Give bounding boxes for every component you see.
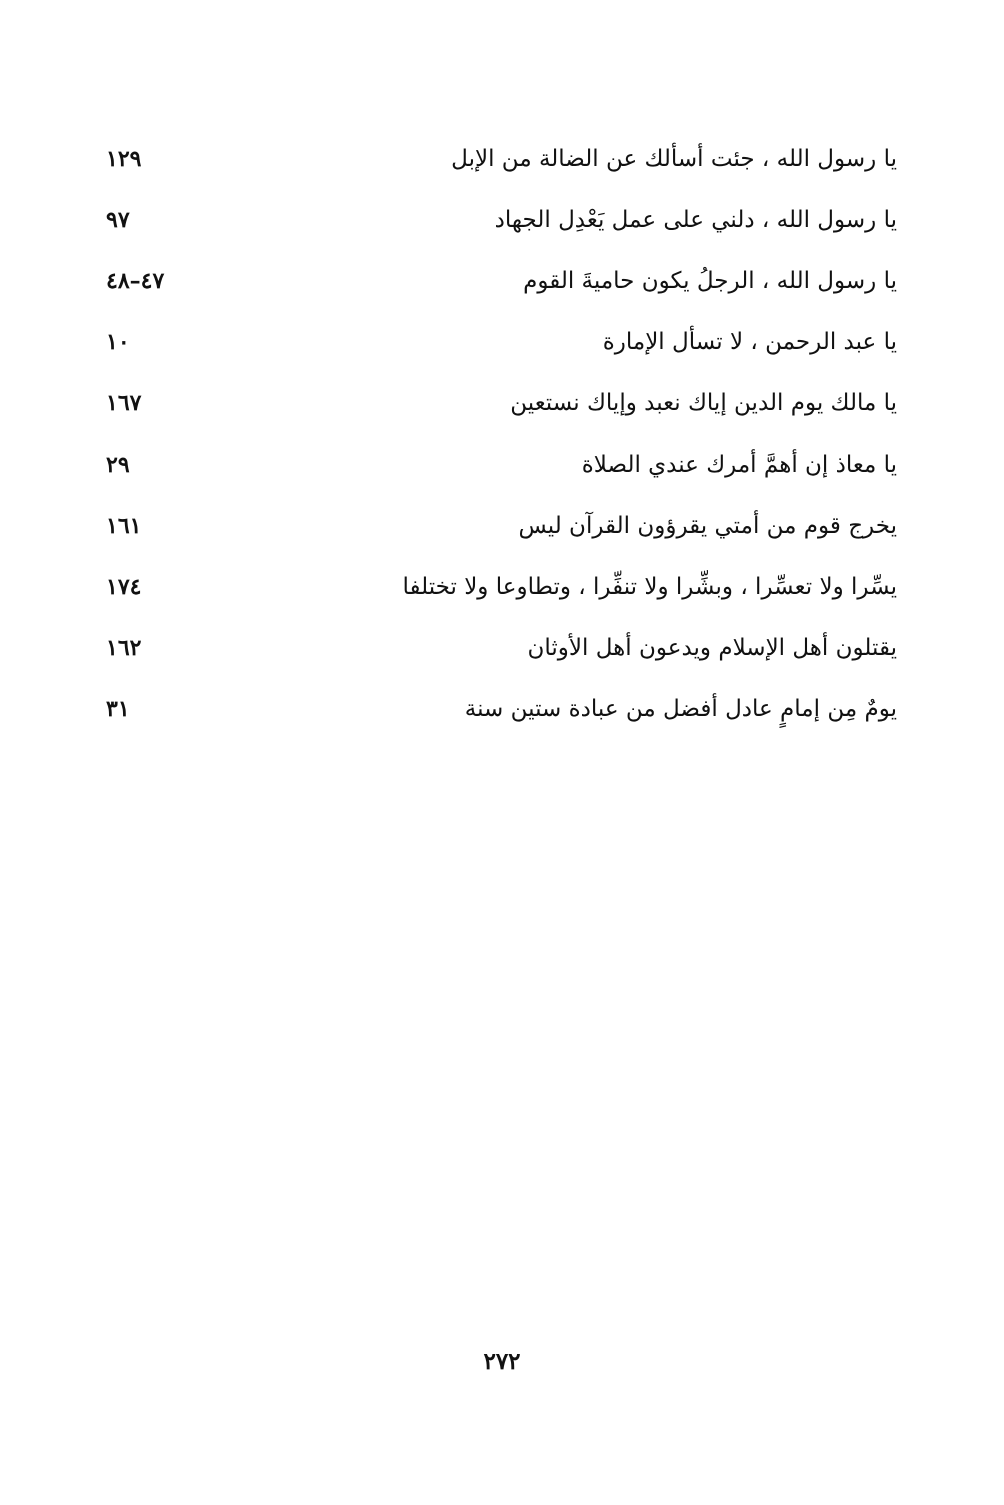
entry-phrase: يخرج قوم من أمتي يقرؤون القرآن ليس [518,512,897,539]
index-entry [100,312,897,373]
entry-page-ref: ١٠ [106,329,130,356]
entry-page-ref: ١٦٧ [106,390,142,417]
index-entry [100,373,897,434]
entry-phrase: يسِّرا ولا تعسِّرا ، وبشِّرا ولا تنفِّرا ، وتطاوعا ولا تختلفا [402,573,897,600]
index-entry [100,618,897,679]
entry-phrase: يومٌ مِن إمامٍ عادل أفضل من عبادة ستين سنة [464,696,897,723]
index-entry [100,556,897,617]
entry-page-ref: ٣١ [106,696,130,723]
entry-phrase: يا رسول الله ، جئت أسألك عن الضالة من الإبل [451,145,897,172]
index-entry [100,434,897,495]
entry-phrase: يا معاذ إن أهمَّ أمرك عندي الصلاة [581,451,897,478]
entry-phrase: يا عبد الرحمن ، لا تسأل الإمارة [602,329,897,356]
hadith-index-list [100,128,897,740]
index-entry [100,679,897,740]
entry-phrase: يا رسول الله ، دلني على عمل يَعْدِل الجهاد [494,206,897,233]
entry-phrase: يا رسول الله ، الرجلُ يكون حاميةَ القوم [523,267,897,294]
page-number: ٢٧٢ [483,1348,521,1375]
index-entry [100,250,897,311]
entry-page-ref: ١٧٤ [106,573,142,600]
entry-page-ref: ١٦١ [106,512,142,539]
entry-page-ref: ٢٩ [106,451,130,478]
entry-page-ref: ٩٧ [106,206,130,233]
entry-page-ref: ٤٧–٤٨ [106,267,165,294]
entry-phrase: يقتلون أهل الإسلام ويدعون أهل الأوثان [527,635,897,662]
index-entry [100,128,897,189]
entry-phrase: يا مالك يوم الدين إياك نعبد وإياك نستعين [510,390,897,417]
index-entry [100,189,897,250]
entry-page-ref: ١٦٢ [106,635,142,662]
entry-page-ref: ١٢٩ [106,145,142,172]
index-entry [100,495,897,556]
